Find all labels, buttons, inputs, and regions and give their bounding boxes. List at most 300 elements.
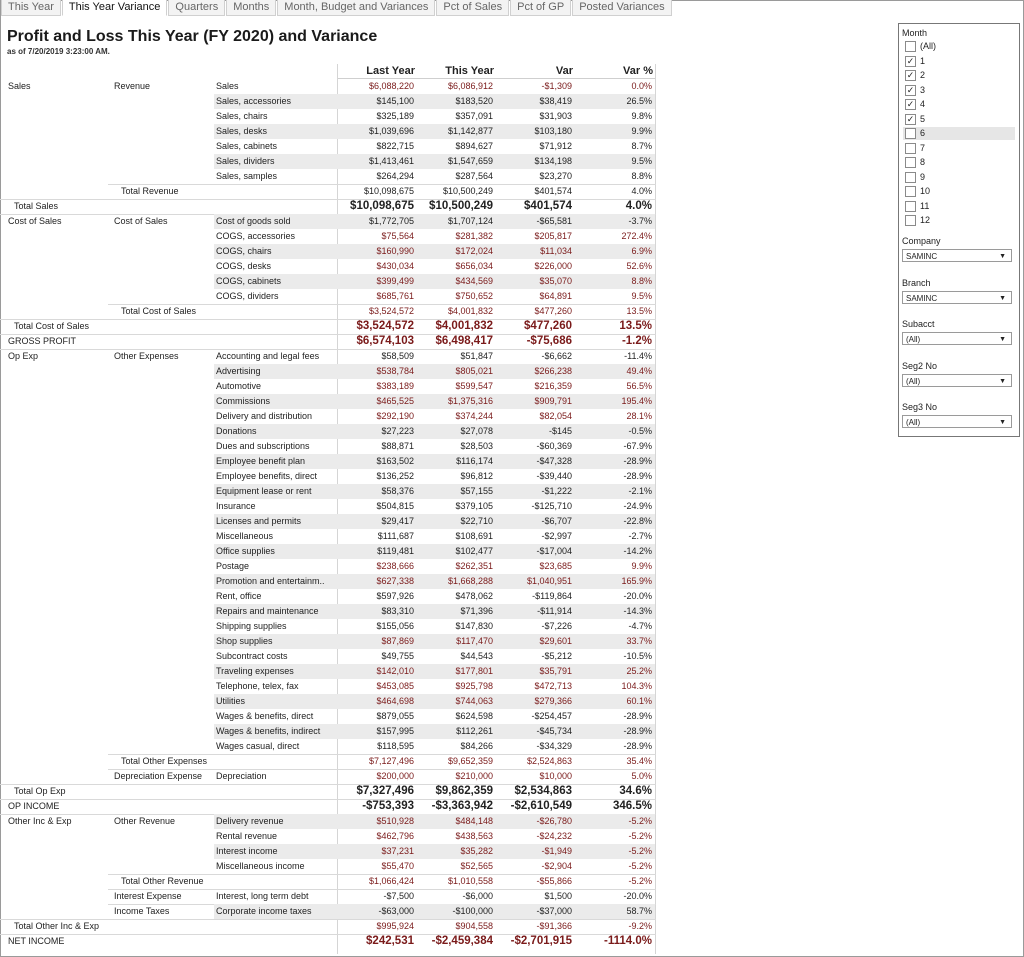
row-label-category: Interest Expense xyxy=(114,891,182,901)
tab-this-year[interactable]: This Year xyxy=(1,0,61,16)
cell-last-year: $119,481 xyxy=(338,544,417,559)
cell-var: -$254,457 xyxy=(531,711,572,721)
cell-var-pct: -1.2% xyxy=(621,335,652,347)
row-label-account: Insurance xyxy=(216,501,256,511)
cell-last-year: -$63,000 xyxy=(338,904,417,919)
row-label-account: Subcontract costs xyxy=(216,651,288,661)
cell-this-year: $9,862,359 xyxy=(435,785,493,797)
cell-var: -$60,369 xyxy=(536,441,572,451)
month-option-label: 1 xyxy=(920,55,926,66)
table-row xyxy=(0,154,656,169)
cell-this-year: $84,266 xyxy=(460,741,493,751)
table-row xyxy=(0,679,656,694)
table-row xyxy=(0,694,656,709)
cell-var: $29,601 xyxy=(496,634,575,649)
cell-var-pct: -11.4% xyxy=(624,351,652,361)
cell-this-year: $656,034 xyxy=(455,261,493,271)
cell-last-year: $118,595 xyxy=(377,741,414,751)
cell-var: $909,791 xyxy=(496,394,575,409)
month-option[interactable] xyxy=(903,142,1015,155)
cell-this-year: $172,024 xyxy=(417,244,496,259)
cell-last-year: $157,995 xyxy=(338,724,417,739)
cell-last-year: $10,098,675 xyxy=(350,200,414,212)
tab-month-budget-and-variances[interactable]: Month, Budget and Variances xyxy=(277,0,435,16)
month-option[interactable] xyxy=(903,84,1015,97)
chevron-down-icon: ▼ xyxy=(999,336,1006,343)
cell-this-year: $357,091 xyxy=(455,111,493,121)
table-row xyxy=(0,784,656,799)
cell-var: $64,891 xyxy=(539,291,572,301)
checkbox[interactable]: ✓ xyxy=(906,70,915,80)
cell-var-pct: -5.2% xyxy=(628,876,652,886)
cell-var: $2,524,863 xyxy=(526,756,572,766)
cell-this-year: $484,148 xyxy=(417,814,496,829)
cell-var-pct: -5.2% xyxy=(628,861,652,871)
cell-var-pct: 4.0% xyxy=(625,200,652,212)
month-option[interactable] xyxy=(903,55,1015,68)
table-row xyxy=(0,859,656,874)
cell-last-year: $27,223 xyxy=(338,424,417,439)
row-label-account: Traveling expenses xyxy=(214,664,338,679)
cell-var-pct: 4.0% xyxy=(631,186,652,196)
cell-var-pct: 28.1% xyxy=(626,411,652,421)
table-row xyxy=(0,304,656,319)
cell-var-pct: -28.9% xyxy=(623,471,652,481)
cell-var-pct: -28.9% xyxy=(623,711,652,721)
cell-this-year: $147,830 xyxy=(455,621,493,631)
row-label-account: Sales, chairs xyxy=(216,111,268,121)
checkbox[interactable] xyxy=(905,157,916,168)
row-label-group: Total Cost of Sales xyxy=(14,321,90,331)
cell-this-year: $750,652 xyxy=(455,291,493,301)
cell-last-year: $58,509 xyxy=(381,351,414,361)
table-row xyxy=(0,184,656,199)
cell-this-year: $262,351 xyxy=(455,561,493,571)
filter-title-branch: Branch xyxy=(902,277,931,288)
cell-last-year: $37,231 xyxy=(338,844,417,859)
table-row xyxy=(0,94,656,109)
month-option[interactable] xyxy=(903,69,1015,82)
checkbox[interactable] xyxy=(905,201,916,212)
cell-this-year: $4,001,832 xyxy=(447,306,493,316)
tab-this-year-variance[interactable]: This Year Variance xyxy=(62,0,168,16)
row-label-account: Postage xyxy=(216,561,250,571)
checkbox[interactable] xyxy=(905,215,916,226)
cell-var-pct: -28.9% xyxy=(575,454,655,469)
cell-var: -$1,949 xyxy=(496,844,575,859)
row-label-account: Sales, desks xyxy=(214,124,338,139)
checkbox[interactable] xyxy=(905,128,916,139)
cell-var: -$75,686 xyxy=(526,335,572,347)
cell-var: $82,054 xyxy=(539,411,572,421)
cell-last-year: $49,755 xyxy=(381,651,414,661)
cell-var: -$65,581 xyxy=(496,214,575,229)
row-label-account: COGS, chairs xyxy=(214,244,338,259)
cell-var: -$2,701,915 xyxy=(510,935,572,947)
filter-title-seg3-no: Seg3 No xyxy=(902,402,938,412)
month-option[interactable] xyxy=(903,40,1015,53)
cell-var: $401,574 xyxy=(534,186,572,196)
cell-last-year: $55,470 xyxy=(381,861,414,871)
table-row xyxy=(0,124,656,139)
cell-var-pct: 56.5% xyxy=(626,381,652,391)
cell-var-pct: 8.8% xyxy=(631,171,652,181)
table-row xyxy=(0,574,656,589)
cell-last-year: $504,815 xyxy=(376,501,414,511)
row-label-category: Other Revenue xyxy=(114,816,176,826)
row-label-account: Sales, samples xyxy=(216,171,278,181)
cell-var-pct: -24.9% xyxy=(623,501,652,511)
table-row xyxy=(0,514,656,529)
cell-var: -$47,328 xyxy=(496,454,575,469)
cell-var-pct: -14.3% xyxy=(575,604,655,619)
cell-var-pct: 9.9% xyxy=(631,561,652,571)
month-option-label: 2 xyxy=(920,70,926,80)
cell-var: -$6,707 xyxy=(496,514,575,529)
cell-var: $11,034 xyxy=(496,244,575,259)
tab-pct-of-sales[interactable]: Pct of Sales xyxy=(436,0,509,16)
row-label-category: Income Taxes xyxy=(114,906,170,916)
cell-var: $401,574 xyxy=(524,200,572,212)
cell-last-year: $685,761 xyxy=(376,291,414,301)
row-label-account: Rental revenue xyxy=(216,831,278,841)
cell-this-year: $96,812 xyxy=(460,471,493,481)
month-option[interactable] xyxy=(903,156,1015,169)
cell-last-year: $7,127,496 xyxy=(368,756,414,766)
table-row xyxy=(0,664,656,679)
table-row xyxy=(0,319,656,334)
row-label-account: Corporate income taxes xyxy=(214,904,338,919)
cell-var: -$6,662 xyxy=(541,351,572,361)
row-label-account: Promotion and entertainm.. xyxy=(214,574,338,589)
month-option[interactable] xyxy=(903,214,1015,227)
col-header-last-year: Last Year xyxy=(366,65,415,77)
cell-this-year: $287,564 xyxy=(455,171,493,181)
table-row xyxy=(0,589,656,604)
cell-last-year: $430,034 xyxy=(376,261,414,271)
cell-var-pct: 34.6% xyxy=(619,785,652,797)
cell-last-year: $29,417 xyxy=(338,514,417,529)
month-option[interactable] xyxy=(903,185,1015,198)
cell-var: -$7,226 xyxy=(541,621,572,631)
cell-this-year: $281,382 xyxy=(455,231,493,241)
cell-last-year: $6,574,103 xyxy=(356,335,414,347)
month-option[interactable] xyxy=(903,171,1015,184)
tab-months[interactable]: Months xyxy=(226,0,276,16)
sheet-tabs xyxy=(1,0,673,16)
cell-var-pct: -20.0% xyxy=(623,891,652,901)
cell-this-year: $52,565 xyxy=(460,861,493,871)
row-label-account: Cost of goods sold xyxy=(214,214,338,229)
cell-this-year: $27,078 xyxy=(417,424,496,439)
cell-var-pct: -2.7% xyxy=(628,531,652,541)
cell-var-pct: 346.5% xyxy=(612,800,652,812)
cell-this-year: $805,021 xyxy=(417,364,496,379)
cell-last-year: $145,100 xyxy=(338,94,417,109)
row-label-group: Sales xyxy=(8,81,31,91)
dropdown-value: (All) xyxy=(906,418,921,427)
row-label-group: NET INCOME xyxy=(8,936,65,946)
col-header-var: Var xyxy=(555,65,573,77)
dropdown-value: SAMINC xyxy=(906,293,938,303)
cell-last-year: $1,039,696 xyxy=(338,124,417,139)
table-row xyxy=(0,469,656,484)
row-label-account: Interest, long term debt xyxy=(216,891,309,901)
table-row xyxy=(0,934,656,949)
cell-var: -$39,440 xyxy=(536,471,572,481)
row-label-category: Depreciation Expense xyxy=(114,771,203,781)
row-label-account: Delivery and distribution xyxy=(216,411,313,421)
table-row xyxy=(0,724,656,739)
cell-this-year: $22,710 xyxy=(417,514,496,529)
cell-last-year: $325,189 xyxy=(376,111,414,121)
month-option-label: 11 xyxy=(920,200,930,211)
cell-this-year: $9,652,359 xyxy=(447,756,493,766)
cell-var: -$11,914 xyxy=(496,604,575,619)
cell-var-pct: 13.5% xyxy=(626,306,652,316)
table-row xyxy=(0,904,656,919)
row-label-account: Licenses and permits xyxy=(214,514,338,529)
cell-this-year: $51,847 xyxy=(460,351,493,361)
cell-last-year: $3,524,572 xyxy=(356,320,414,332)
cell-this-year: $744,063 xyxy=(417,694,496,709)
row-label-account: Shop supplies xyxy=(214,634,338,649)
cell-var-pct: 8.8% xyxy=(575,274,655,289)
month-option-label: (All) xyxy=(920,41,936,51)
cell-var: $279,366 xyxy=(496,694,575,709)
cell-last-year: $238,666 xyxy=(376,561,414,571)
cell-this-year: $624,598 xyxy=(455,711,493,721)
row-label-account: Donations xyxy=(214,424,338,439)
cell-var: $266,238 xyxy=(496,364,575,379)
row-label-account: Automotive xyxy=(216,381,262,391)
cell-last-year: $7,327,496 xyxy=(356,785,414,797)
table-row xyxy=(0,364,656,379)
checkbox[interactable]: ✓ xyxy=(906,84,915,95)
cell-var-pct: 8.7% xyxy=(631,141,652,151)
table-row xyxy=(0,889,656,904)
cell-var-pct: 104.3% xyxy=(621,681,652,691)
cell-var-pct: 52.6% xyxy=(626,261,652,271)
cell-this-year: $57,155 xyxy=(417,484,496,499)
cell-var-pct: 25.2% xyxy=(575,664,655,679)
cell-var: -$24,232 xyxy=(536,831,572,841)
cell-last-year: $200,000 xyxy=(376,771,414,781)
filter-dropdown-seg2-no[interactable] xyxy=(902,374,1012,387)
dropdown-value: (All) xyxy=(906,376,921,386)
row-label-account: Repairs and maintenance xyxy=(214,604,338,619)
table-row xyxy=(0,874,656,889)
cell-last-year: $879,055 xyxy=(376,711,414,721)
cell-last-year: $1,413,461 xyxy=(338,154,417,169)
row-label-account: Sales, cabinets xyxy=(216,141,278,151)
table-row xyxy=(0,454,656,469)
row-label-account: Sales, accessories xyxy=(214,94,338,109)
cell-this-year: -$100,000 xyxy=(417,904,496,919)
month-option[interactable] xyxy=(903,200,1015,213)
filter-dropdown-branch[interactable] xyxy=(902,291,1012,304)
cell-var: -$17,004 xyxy=(496,544,575,559)
checkbox[interactable] xyxy=(905,186,916,197)
cell-this-year: $1,375,316 xyxy=(417,394,496,409)
row-label-account: Employee benefit plan xyxy=(214,454,338,469)
cell-last-year: $10,098,675 xyxy=(363,186,414,196)
row-label-account: Advertising xyxy=(214,364,338,379)
table-row xyxy=(0,439,656,454)
cell-this-year: $28,503 xyxy=(460,441,493,451)
tab-quarters[interactable]: Quarters xyxy=(168,0,225,16)
cell-var-pct: -5.2% xyxy=(628,831,652,841)
table-row xyxy=(0,499,656,514)
checkbox[interactable]: ✓ xyxy=(906,99,915,109)
table-row xyxy=(0,274,656,289)
row-label-category: Revenue xyxy=(114,81,151,91)
cell-var: -$125,710 xyxy=(531,501,572,511)
tab-posted-variances[interactable]: Posted Variances xyxy=(572,0,671,16)
row-label-category: Total Cost of Sales xyxy=(121,306,197,316)
tab-pct-of-gp[interactable]: Pct of GP xyxy=(510,0,571,16)
cell-this-year: $478,062 xyxy=(455,591,493,601)
cell-var: -$34,329 xyxy=(536,741,572,751)
cell-last-year: -$753,393 xyxy=(362,800,414,812)
cell-this-year: $71,396 xyxy=(417,604,496,619)
page-subtitle: as of 7/20/2019 3:23:00 AM. xyxy=(7,47,110,56)
cell-this-year: $183,520 xyxy=(417,94,496,109)
cell-last-year: $242,531 xyxy=(366,935,414,947)
cell-var-pct: 5.0% xyxy=(631,771,652,781)
table-row xyxy=(0,229,656,244)
cell-this-year: $1,707,124 xyxy=(417,214,496,229)
col-header-var-pct: Var % xyxy=(623,65,653,77)
checkbox[interactable]: ✓ xyxy=(906,113,915,124)
table-row xyxy=(0,484,656,499)
cell-this-year: $925,798 xyxy=(455,681,493,691)
col-header-this-year: This Year xyxy=(445,65,494,77)
cell-var: $477,260 xyxy=(534,306,572,316)
row-label-category: Cost of Sales xyxy=(114,216,168,226)
cell-last-year: $995,924 xyxy=(376,921,414,931)
cell-this-year: $1,547,659 xyxy=(417,154,496,169)
cell-last-year: $3,524,572 xyxy=(368,306,414,316)
month-option[interactable] xyxy=(903,98,1015,111)
cell-var: $23,685 xyxy=(539,561,572,571)
table-row xyxy=(0,814,656,829)
cell-var-pct: -3.7% xyxy=(575,214,655,229)
pnl-table xyxy=(0,79,656,949)
table-row xyxy=(0,334,656,349)
cell-var-pct: -2.1% xyxy=(575,484,655,499)
table-row xyxy=(0,559,656,574)
table-row xyxy=(0,829,656,844)
table-row xyxy=(0,79,656,94)
cell-var: -$37,000 xyxy=(496,904,575,919)
filter-title-subacct: Subacct xyxy=(902,319,935,329)
cell-var-pct: 9.8% xyxy=(631,111,652,121)
cell-last-year: $87,869 xyxy=(338,634,417,649)
cell-var-pct: -22.8% xyxy=(575,514,655,529)
cell-var: $134,198 xyxy=(496,154,575,169)
checkbox[interactable] xyxy=(905,41,916,52)
cell-this-year: -$3,363,942 xyxy=(431,800,493,812)
cell-last-year: $88,871 xyxy=(381,441,414,451)
cell-this-year: $894,627 xyxy=(455,141,493,151)
cell-var-pct: 195.4% xyxy=(575,394,655,409)
cell-last-year: $163,502 xyxy=(338,454,417,469)
cell-var-pct: 33.7% xyxy=(575,634,655,649)
row-label-account: Interest income xyxy=(214,844,338,859)
cell-var: -$2,610,549 xyxy=(510,800,572,812)
cell-var-pct: 26.5% xyxy=(575,94,655,109)
cell-last-year: $155,056 xyxy=(376,621,414,631)
cell-this-year: $116,174 xyxy=(417,454,496,469)
cell-this-year: $10,500,249 xyxy=(429,200,493,212)
cell-var-pct: 272.4% xyxy=(621,231,652,241)
cell-last-year: $142,010 xyxy=(338,664,417,679)
cell-var: -$119,864 xyxy=(532,591,572,601)
table-row xyxy=(0,409,656,424)
cell-this-year: $6,498,417 xyxy=(435,335,493,347)
filter-title-seg2-no: Seg2 No xyxy=(902,360,938,371)
table-row xyxy=(0,649,656,664)
filter-dropdown-company[interactable] xyxy=(902,249,1012,262)
cell-var-pct: -5.2% xyxy=(575,844,655,859)
table-row xyxy=(0,139,656,154)
row-label-group: Total Op Exp xyxy=(14,786,66,796)
table-row xyxy=(0,349,656,364)
cell-var-pct: -67.9% xyxy=(623,441,652,451)
row-label-category: Total Other Expenses xyxy=(121,756,208,766)
row-label-account: Miscellaneous xyxy=(216,531,274,541)
filter-title-company: Company xyxy=(902,236,941,246)
filter-dropdown-subacct[interactable] xyxy=(902,332,1012,345)
cell-this-year: $117,470 xyxy=(417,634,496,649)
dropdown-value: SAMINC xyxy=(906,252,938,261)
month-option[interactable] xyxy=(903,113,1015,126)
cell-var-pct: -10.5% xyxy=(623,651,652,661)
cell-last-year: $136,252 xyxy=(376,471,414,481)
cell-var-pct: 60.1% xyxy=(575,694,655,709)
month-option[interactable] xyxy=(903,127,1015,140)
row-label-account: Rent, office xyxy=(216,591,262,601)
row-label-account: Equipment lease or rent xyxy=(214,484,338,499)
row-label-account: COGS, accessories xyxy=(216,231,296,241)
month-option-label: 9 xyxy=(920,171,926,182)
month-option-label: 7 xyxy=(920,142,926,153)
row-label-account: Dues and subscriptions xyxy=(216,441,310,451)
cell-last-year: $627,338 xyxy=(338,574,417,589)
cell-var: $23,270 xyxy=(539,171,572,181)
cell-this-year: $1,668,288 xyxy=(417,574,496,589)
cell-var: -$5,212 xyxy=(541,651,572,661)
checkbox[interactable] xyxy=(905,172,916,183)
cell-this-year: $177,801 xyxy=(417,664,496,679)
filter-panel xyxy=(898,23,1020,437)
cell-last-year: $111,687 xyxy=(377,531,414,541)
cell-var-pct: -1114.0% xyxy=(604,935,652,947)
row-label-account: Wages casual, direct xyxy=(216,741,300,751)
row-label-account: Wages & benefits, direct xyxy=(216,711,314,721)
cell-var: -$2,997 xyxy=(541,531,572,541)
cell-var-pct: -4.7% xyxy=(628,621,652,631)
cell-this-year: $102,477 xyxy=(417,544,496,559)
cell-var-pct: -20.0% xyxy=(623,591,652,601)
cell-last-year: $160,990 xyxy=(338,244,417,259)
filter-dropdown-seg3-no[interactable] xyxy=(902,415,1012,428)
cell-var-pct: 9.9% xyxy=(575,124,655,139)
checkbox[interactable] xyxy=(905,143,916,154)
checkbox[interactable]: ✓ xyxy=(906,55,915,66)
cell-var: $35,791 xyxy=(496,664,575,679)
